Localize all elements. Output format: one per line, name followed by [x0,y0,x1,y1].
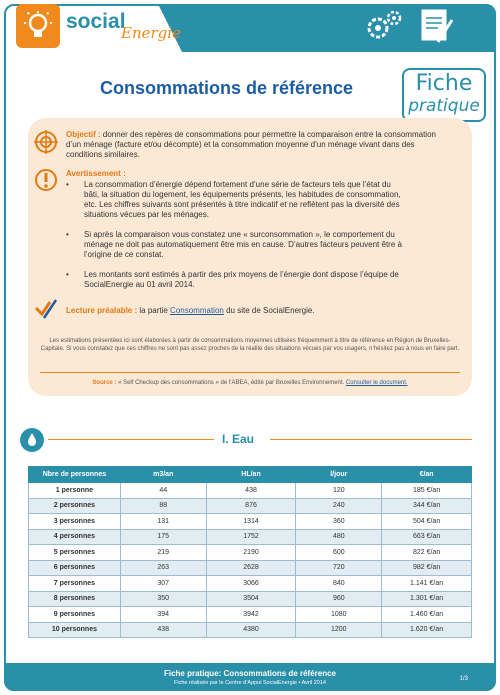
table-cell: 8 personnes [29,591,121,607]
table-cell: 1.620 €/an [382,622,472,638]
table-cell: 663 €/an [382,529,472,545]
fiche-pratique-badge [402,68,486,122]
table-row [29,498,472,514]
table-cell: 822 €/an [382,545,472,561]
table-row [29,514,472,530]
avertissement-label: Avertissement : [66,169,126,178]
table-cell: 876 [206,498,296,514]
footer-title: Fiche pratique: Consommations de référence [163,669,337,678]
table-cell: 360 [296,514,382,530]
table-cell: 438 [120,622,206,638]
table-cell: 175 [120,529,206,545]
check-pencil-icon [34,296,58,320]
table-cell: 504 €/an [382,514,472,530]
avertissement-list [66,180,406,300]
table-cell: 344 €/an [382,498,472,514]
lecture-label: Lecture préalable : [66,306,138,315]
objectif-block [66,130,446,160]
section-rule-right [270,439,472,440]
table-cell: 263 [120,560,206,576]
table-cell: 219 [120,545,206,561]
table-cell: 600 [296,545,382,561]
lecture-post: du site de SocialEnergie. [223,306,315,315]
brand-social: social [66,10,126,33]
table-cell: 1752 [206,529,296,545]
water-consumption-table [28,466,472,638]
section-rule-left [48,439,214,440]
avertissement-label-block [66,169,126,179]
table-cell: 3504 [206,591,296,607]
table-cell: 350 [120,591,206,607]
table-cell: 1080 [296,607,382,623]
objectif-text: donner des repères de consommations pour permettre la comparaison entre la consommation d’un ménage (facture et/ou décompte) et la consommation moyenne d’un ménage vivant dans des conditions similaires. [66,130,436,159]
table-cell: 960 [296,591,382,607]
badge-line1: Fiche [415,71,473,96]
table-row [29,483,472,499]
section-title: I. Eau [222,432,255,446]
table-cell: 240 [296,498,382,514]
estimations-note: Les estimations présentées ici sont élaborées à partir de consommations moyennes utilisées fréquemment à titre de référence en Région de Bruxelles-Capitale. Si vous constatez que ces chiffres ne sont pas assez proches de la réalité des situations vécues par vos usagers, n’hésitez pas à nous en faire part. [40,338,460,352]
table-cell: 1314 [206,514,296,530]
table-cell: 131 [120,514,206,530]
table-cell: 185 €/an [382,483,472,499]
table-cell: 394 [120,607,206,623]
badge-line2: pratique [408,96,480,116]
table-cell: 307 [120,576,206,592]
table-cell: 3066 [206,576,296,592]
list-item: • La consommation d’énergie dépend fortement d’une série de facteurs tels que l’état du bâti, la situation du logement, les équipements présents, les habitudes de consommation, etc. Les chiffres suivants sont présentés à titre indicatif et ne reflètent pas la diversité des situations vécues par les ménages. [66,180,406,220]
consommation-link[interactable]: Consommation [170,306,224,315]
table-cell: 44 [120,483,206,499]
page-number: 1/3 [459,676,468,682]
col-header: l/jour [296,467,382,483]
list-item: • Si après la comparaison vous constatez une « surconsommation », le comportement du ménage ne doit pas automatiquement être mis en cause. D’autres facteurs peuvent être à l’origine de ce constat. [66,230,406,260]
table-row [29,622,472,638]
table-row [29,560,472,576]
table-row [29,529,472,545]
table-cell: 2190 [206,545,296,561]
footer [4,663,496,691]
table-row [29,607,472,623]
divider [40,372,460,373]
lightbulb-logo-icon [16,4,60,48]
table-cell: 982 €/an [382,560,472,576]
table-cell: 88 [120,498,206,514]
table-row [29,591,472,607]
table-cell: 9 personnes [29,607,121,623]
document-pencil-icon [416,6,456,46]
gears-icon [364,8,404,44]
list-item: • Les montants sont estimés à partir des prix moyens de l’énergie dont dispose l’équipe de SocialEnergie au 01 avril 2014. [66,270,406,290]
table-cell: 3942 [206,607,296,623]
warning-icon [34,168,58,192]
table-cell: 480 [296,529,382,545]
source-line [40,379,460,387]
col-header: €/an [382,467,472,483]
source-text: « Self Checkup des consommations » de l’ABEA, édité par Bruxelles Environnement. [116,380,346,386]
objectif-label: Objectif : [66,130,101,139]
table-cell: 1.301 €/an [382,591,472,607]
table-cell: 438 [206,483,296,499]
table-cell: 10 personnes [29,622,121,638]
table-cell: 2628 [206,560,296,576]
table-cell: 3 personnes [29,514,121,530]
table-cell: 840 [296,576,382,592]
water-drop-icon [20,428,44,452]
table-cell: 720 [296,560,382,576]
lecture-pre: la partie [137,306,171,315]
table-row [29,545,472,561]
col-header: m3/an [120,467,206,483]
table-cell: 7 personnes [29,576,121,592]
table-cell: 1.141 €/an [382,576,472,592]
col-header: HL/an [206,467,296,483]
table-cell: 1200 [296,622,382,638]
table-cell: 4380 [206,622,296,638]
table-cell: 5 personnes [29,545,121,561]
table-cell: 2 personnes [29,498,121,514]
table-cell: 1.460 €/an [382,607,472,623]
table-cell: 120 [296,483,382,499]
brand-energie: Energie [121,24,181,42]
table-cell: 1 personne [29,483,121,499]
table-row [29,576,472,592]
lecture-block [66,306,446,316]
col-header: Nbre de personnes [29,467,121,483]
target-icon [34,130,58,154]
source-label: Source : [92,380,117,386]
table-cell: 4 personnes [29,529,121,545]
footer-subtitle: Fiche réalisée par le Centre d’Appui SocialEnergie • Avril 2014 [174,680,326,686]
table-cell: 6 personnes [29,560,121,576]
table-header-row [29,467,472,483]
consulter-document-link[interactable]: Consulter le document. [345,380,408,386]
page-title: Consommations de référence [100,78,354,98]
